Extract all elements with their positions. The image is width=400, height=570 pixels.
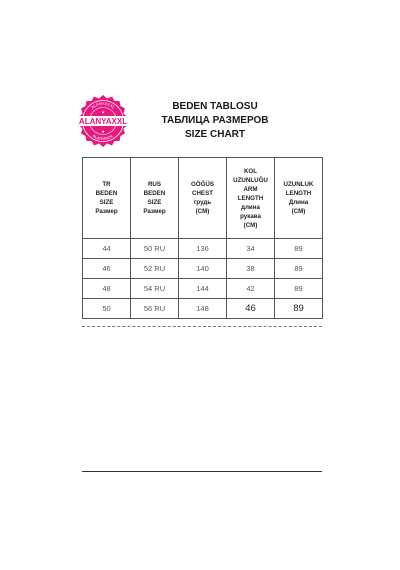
cell-tr-size: 44 <box>83 239 131 259</box>
bottom-divider <box>82 471 322 472</box>
cell-length: 89 <box>275 239 323 259</box>
title-english: SIZE CHART <box>185 129 245 140</box>
header-chest: GÖĞÜS CHEST грудь (CM) <box>179 158 227 239</box>
cell-tr-size: 48 <box>83 279 131 299</box>
star-icon: ★ <box>101 109 105 115</box>
cell-length: 89 <box>275 259 323 279</box>
header-arm-length: KOL UZUNLUĞU ARM LENGTH длина рукава (CM) <box>227 158 275 239</box>
cell-chest: 144 <box>179 279 227 299</box>
table-row <box>83 299 323 319</box>
cell-tr-size: 50 <box>83 299 131 319</box>
cell-chest: 136 <box>179 239 227 259</box>
cell-length: 89 <box>275 299 323 319</box>
cell-chest: 148 <box>179 299 227 319</box>
cell-arm-length: 46 <box>227 299 275 319</box>
table-row <box>83 259 323 279</box>
cell-rus-size: 50 RU <box>131 239 179 259</box>
cell-length: 89 <box>275 279 323 299</box>
header-rus-size: RUS BEDEN SIZE Размер <box>131 158 179 239</box>
size-chart-table <box>82 157 323 319</box>
cell-rus-size: 54 RU <box>131 279 179 299</box>
logo-ring-text-top: ALANYAXXL <box>89 100 117 110</box>
cell-arm-length: 42 <box>227 279 275 299</box>
title-turkish: BEDEN TABLOSU <box>172 101 258 112</box>
table-row <box>83 239 323 259</box>
header-length: UZUNLUK LENGTH Длина (CM) <box>275 158 323 239</box>
cell-tr-size: 46 <box>83 259 131 279</box>
cell-chest: 140 <box>179 259 227 279</box>
logo-ring-text-bottom: ALANYAXXL <box>91 132 115 142</box>
brand-logo <box>76 94 130 148</box>
title-russian: ТАБЛИЦА РАЗМЕРОВ <box>161 115 269 126</box>
logo-brand-text: ALANYAXXL <box>78 117 128 126</box>
table-header-row <box>83 158 323 239</box>
chart-titles <box>150 100 280 142</box>
cell-rus-size: 56 RU <box>131 299 179 319</box>
table-row <box>83 279 323 299</box>
cell-rus-size: 52 RU <box>131 259 179 279</box>
star-icon: ★ <box>101 129 105 134</box>
header-tr-size: TR BEDEN SIZE Размер <box>83 158 131 239</box>
cell-arm-length: 38 <box>227 259 275 279</box>
dashed-divider <box>82 326 322 327</box>
cell-arm-length: 34 <box>227 239 275 259</box>
